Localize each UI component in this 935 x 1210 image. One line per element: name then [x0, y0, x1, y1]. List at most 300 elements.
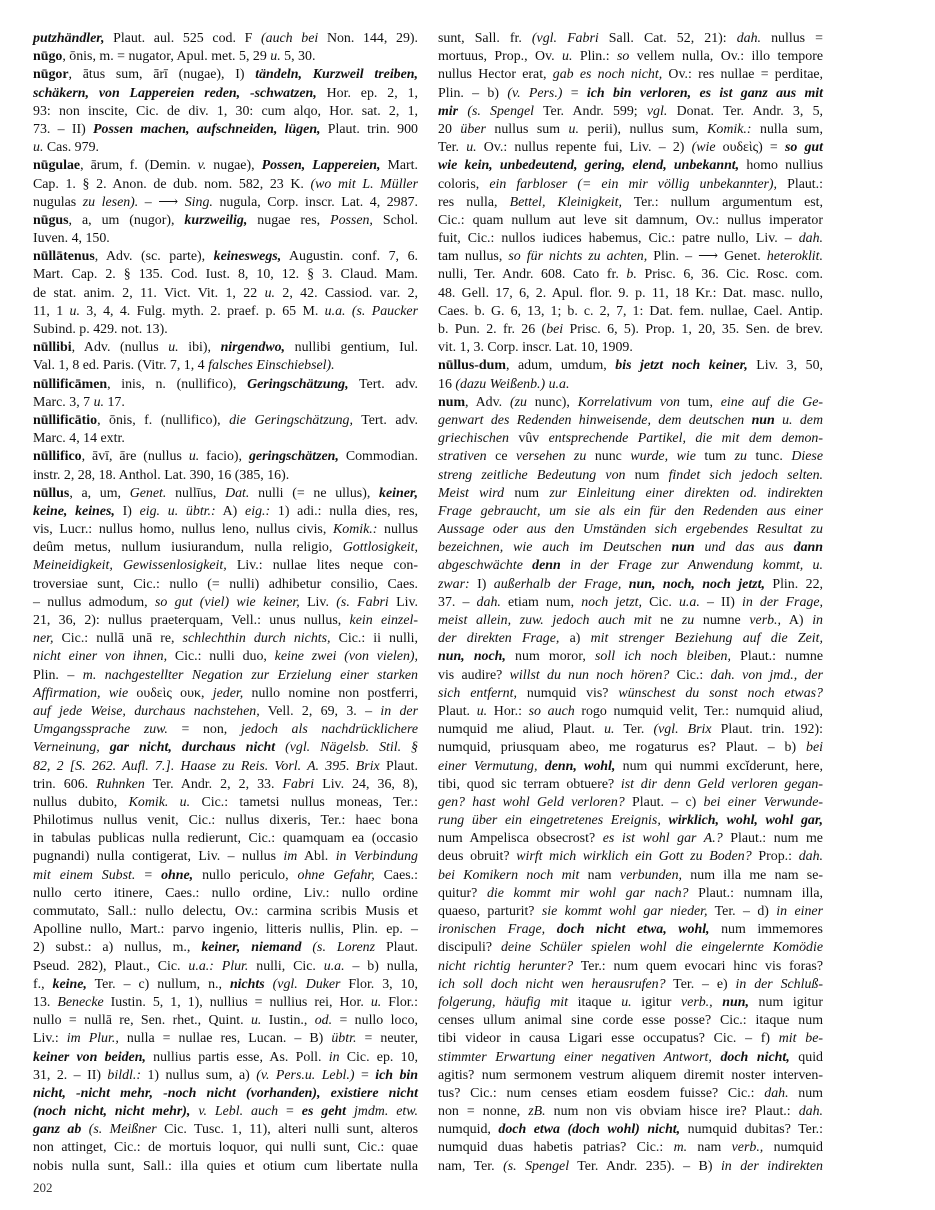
text-run: , Adv. (sc. parte), [94, 249, 214, 265]
text-run: (dazu Weißenb.) u.a. [455, 376, 570, 392]
text-run: Benecke [57, 994, 104, 1010]
text-run: geringschätzen, [248, 449, 339, 465]
text-run: pugnandi) nulla contigerat, Liv. – nullus [33, 849, 284, 865]
text-line [33, 739, 418, 757]
text-line [438, 685, 823, 703]
text-run: u. [476, 703, 488, 719]
text-run: strativen [438, 449, 487, 465]
text-run [523, 558, 532, 573]
text-run: f., [33, 976, 53, 992]
text-run: Plaut.: numnam illa, [688, 885, 824, 901]
text-run: Plaut. – c) [624, 794, 704, 810]
text-line [33, 412, 418, 430]
text-run: Marc. 4, 14 extr. [33, 431, 125, 447]
text-run: falsches Einschiebsel). [208, 358, 335, 374]
text-line [33, 721, 418, 739]
text-run [561, 558, 570, 573]
text-line [33, 1012, 418, 1030]
text-run: es geht [301, 1104, 346, 1120]
text-run: gar nicht, durchaus nicht [109, 740, 276, 756]
text-run: streng zeitliche Bedeutung von [438, 467, 626, 483]
text-run: v. [197, 158, 207, 174]
text-run: – b) nulla, [344, 958, 419, 974]
text-run: = nullo loco, [332, 1013, 418, 1029]
text-run: num non vis obviam hisce ire? Plaut.: [545, 1104, 799, 1120]
text-run: (v. Pers.u. Lebl.) [256, 1067, 355, 1083]
text-run: nullo periculo, [193, 867, 298, 883]
text-line [33, 467, 418, 485]
text-run: Plaut. [438, 703, 477, 719]
text-run: nulli, Ter. Andr. 608. Cato fr. [438, 267, 627, 283]
text-line [438, 285, 823, 303]
text-run: Ter. Andr. 235). – B) [569, 1158, 721, 1174]
text-run: nullus dubito, [33, 794, 129, 810]
text-run: commutato, Sall.: nullo delectu, Ov.: carmina scribis Musis et [33, 904, 418, 919]
text-line [438, 594, 823, 612]
text-run: Plaut.: [777, 176, 823, 192]
text-run: Commodian. [338, 449, 418, 465]
text-line [438, 467, 823, 485]
text-run: u. [69, 303, 80, 319]
text-run [265, 977, 273, 992]
text-run: gen? hast wohl Geld verloren? [438, 794, 625, 810]
text-run: perii), nullus sum, [578, 121, 708, 137]
text-run: vgl. [646, 103, 668, 119]
text-run: jedoch als nachdrücklichere [240, 722, 419, 738]
text-line [438, 412, 823, 430]
text-run: Umgangssprache zuw. [33, 722, 168, 738]
text-line [33, 830, 418, 848]
text-line [33, 176, 418, 194]
text-line [438, 66, 823, 84]
text-run: (vgl. Duker [272, 976, 341, 992]
text-line [33, 230, 418, 248]
text-run: Augustin. conf. 7, 6. [281, 249, 418, 265]
text-line [438, 667, 823, 685]
text-run [275, 740, 285, 755]
text-run: nam, Ter. [438, 1158, 504, 1174]
text-run: ουδεὶς ουκ, [128, 685, 213, 701]
text-run: (s. Fabri [336, 594, 389, 610]
text-run: I) [469, 576, 494, 592]
text-run: Liv.: [33, 1031, 67, 1047]
text-run: u. [250, 1013, 262, 1029]
text-run: (vgl. Nägelsb. Stil. § [285, 740, 418, 756]
text-line [33, 394, 418, 412]
text-run: , ātus sum, ārī (nugae), I) [68, 67, 256, 83]
text-run: nicht einer von ihnen, [33, 649, 168, 665]
text-run: 2) subst.: a) nullus, m., [33, 940, 202, 956]
text-line [438, 194, 823, 212]
text-run: ohne Gefahr, [297, 867, 375, 883]
text-line [33, 758, 418, 776]
text-run: tus? Cic.: num censes etiam eosdem fuisse? Cic.: [438, 1085, 765, 1101]
text-line [438, 539, 823, 557]
text-run: Plaut. [379, 758, 418, 774]
text-run: Tert. adv. [348, 376, 418, 392]
text-run: Donat. Ter. Andr. 3, 5, [667, 103, 823, 119]
text-run: Non. 144, 29). [318, 31, 418, 46]
text-run: Ruhnken [96, 776, 145, 792]
text-run: = [135, 867, 162, 883]
text-run: 1) adi.: nulla dies, res, [270, 503, 419, 519]
text-run: keine, [52, 976, 87, 992]
text-run: keiner von beiden, [33, 1049, 146, 1065]
text-run: num moror, [505, 649, 595, 665]
text-run: Liv. 3, 50, [747, 358, 823, 374]
text-line [438, 48, 823, 66]
text-line [438, 830, 823, 848]
text-run: putzhändler, [33, 31, 105, 46]
text-run: censes ullum animal sine corde esse posse? Cic.: itaque num [438, 1013, 823, 1029]
right-column [438, 30, 823, 1176]
text-run: dah. [476, 594, 501, 610]
text-run: I) [114, 503, 140, 519]
text-line [33, 430, 418, 448]
text-run [545, 922, 557, 937]
text-run: u. [562, 49, 573, 65]
text-run: Plaut. [374, 940, 418, 956]
text-run: , āvī, āre (nullus [81, 449, 189, 465]
text-run: (noch nicht, nicht mehr), [33, 1104, 191, 1120]
text-run: Cic.: nulli duo, [167, 649, 275, 665]
text-line [33, 339, 418, 357]
text-run: Abl. [297, 849, 336, 865]
text-line [438, 157, 823, 175]
text-run: Meineidigkeit, Gewissenlosigkeit, [33, 558, 227, 574]
text-line [438, 212, 823, 230]
text-run: bei [806, 740, 823, 756]
text-run: findet sich jedoch selten. [668, 467, 824, 483]
text-run: m. [673, 1140, 688, 1156]
text-run: nullus = [761, 31, 823, 46]
text-line [438, 503, 823, 521]
text-run: 3, 4, 4. Fulg. myth. 2. praef. p. 65 M. [79, 303, 325, 319]
text-line [33, 376, 418, 394]
text-run: numquid dubitas? Ter.: [680, 1122, 824, 1138]
text-run: wirft mich wirklich ein Gott zu Boden? [516, 849, 752, 865]
text-line [33, 248, 418, 266]
text-line [33, 448, 418, 466]
text-run: verb., [680, 994, 713, 1010]
text-line [33, 812, 418, 830]
text-run: Plaut. aul. 525 cod. F [104, 31, 261, 46]
text-run: in der Frage, [742, 594, 823, 610]
text-line [33, 303, 418, 321]
text-run: Korrelativum von [577, 394, 680, 410]
text-run: bei einer Verwunde- [703, 794, 823, 810]
text-run: verb., [749, 613, 781, 628]
text-run: Flor.: [381, 994, 418, 1010]
text-line [438, 521, 823, 539]
text-run: (s. Lorenz [312, 940, 375, 956]
text-run: doch etwa (doch wohl) nicht, [498, 1122, 681, 1138]
text-run: (wo mit L. Müller [310, 176, 418, 192]
left-column [33, 30, 418, 1176]
text-run: 17. [103, 394, 125, 410]
text-line [33, 939, 418, 957]
text-line [33, 794, 418, 812]
text-line [33, 30, 418, 48]
text-line [33, 485, 418, 503]
text-line [33, 1158, 418, 1176]
text-line [33, 648, 418, 666]
text-run: num [625, 467, 669, 483]
text-line [33, 357, 418, 375]
text-run: doch nicht etwa, wohl, [556, 922, 710, 938]
text-run: nūllus [33, 485, 70, 501]
text-run [744, 413, 751, 428]
text-run: u. [466, 140, 477, 156]
text-run: kurzweilig, [184, 212, 248, 228]
text-run: u.a. [323, 958, 345, 974]
text-run: u. [188, 449, 200, 465]
text-run: vûv [508, 431, 549, 447]
text-line [438, 1085, 823, 1103]
text-run: kein einzel- [349, 613, 418, 628]
text-run: Ter. – e) [665, 976, 736, 992]
text-run: tibi, quod sic terram obtuere? [438, 776, 621, 792]
text-run: = [354, 1067, 376, 1083]
text-line [438, 1139, 823, 1157]
text-run: coloris, [438, 176, 490, 192]
text-run: zu [681, 613, 695, 628]
text-run: denn [532, 558, 561, 574]
text-run [713, 995, 723, 1010]
text-run: Sall. Cat. 52, 21): [598, 31, 737, 46]
text-run: numquid vis? [516, 685, 619, 701]
text-run [784, 540, 794, 555]
text-run: 73. – II) [33, 121, 94, 137]
text-run: dah. [764, 1085, 789, 1101]
text-run: so gut [784, 140, 823, 156]
text-line [438, 576, 823, 594]
text-run: dah. [798, 1104, 823, 1120]
text-run: num [788, 1085, 823, 1101]
text-run: (vgl. Brix [653, 722, 712, 738]
text-run: tibi videor in causa Ligari esse occupatus? Cic. – f) [438, 1031, 779, 1047]
text-run: Liv. [388, 594, 418, 610]
text-run: Hor.: [487, 703, 529, 719]
text-run: tum, [679, 394, 721, 410]
text-run: a) [559, 631, 591, 647]
text-run: so gut (viel) wie keiner, [154, 594, 300, 610]
text-run: nugae res, [247, 212, 331, 228]
text-run: ne [651, 613, 682, 628]
text-run: num igitur [748, 994, 823, 1010]
text-line [438, 903, 823, 921]
text-line [33, 630, 418, 648]
text-run: rung über ein eingetretenes Ereignis, [438, 813, 661, 829]
text-line [33, 848, 418, 866]
text-line [33, 321, 418, 339]
text-line [33, 667, 418, 685]
text-line [33, 557, 418, 575]
text-run: die Geringschätzung, [229, 412, 353, 428]
text-run: zu [734, 449, 747, 465]
text-run: = [562, 85, 587, 101]
text-run: dah. [736, 31, 762, 46]
text-line [33, 103, 418, 121]
text-run: nūllificātio [33, 412, 98, 428]
text-run: u. [93, 394, 104, 410]
text-run: Genet. [129, 485, 167, 501]
text-run: Frage gebraucht, um sie als ein für den Redenden aus einer [438, 503, 823, 519]
text-run: so auch [528, 703, 575, 719]
text-run: (s. Meißner [88, 1122, 157, 1138]
text-line [438, 139, 823, 157]
text-run: 31, 2. – II) [33, 1067, 108, 1083]
text-line [33, 503, 418, 521]
text-run: noch jetzt, [581, 594, 642, 610]
text-run: Schol. [372, 212, 418, 228]
text-run: in der Frage zur Anwendung kommt, u. [570, 558, 823, 574]
text-run: Plaut.: numne [730, 649, 823, 665]
text-run: sie kommt wohl gar nieder, [541, 904, 708, 919]
text-line [33, 1085, 418, 1103]
text-line [438, 121, 823, 139]
text-run: nugae), [206, 158, 262, 174]
text-line [33, 776, 418, 794]
text-run: keine, keines, [33, 503, 115, 519]
text-run: Subind. p. 429. not. 13). [33, 322, 168, 337]
text-run [695, 540, 705, 555]
text-run: Iuven. 4, 150. [33, 231, 110, 247]
text-run: Cic.: nullā unā re, [53, 631, 183, 647]
text-run: 13. [33, 994, 58, 1010]
text-run: Ter.: num quem evocari hinc vis foras? [573, 958, 823, 974]
text-line [33, 48, 418, 66]
text-run: entsprechende Partikel, die mit dem demon- [548, 431, 824, 447]
text-run: Prop.: [751, 849, 799, 865]
text-run: 48. Gell. 17, 6, 2. Apul. flor. 9. p. 11, 18 Kr.: Dat. masc. nullo, [438, 285, 823, 301]
text-run: Prisc. 6, 36. Cic. Rosc. com. [636, 267, 824, 283]
text-line [438, 630, 823, 648]
text-run [458, 104, 467, 119]
text-run: Ter.: nullum argumentum est, [621, 194, 824, 210]
text-run: ich soll doch nicht wen herausrufen? [438, 976, 666, 992]
text-run: agitis? num sermonem vestrum aliquem diremit noster interven- [438, 1067, 823, 1083]
text-run: 11, 1 [33, 303, 70, 319]
text-run: so [617, 49, 630, 65]
text-run: Philotimus nullus venit, Cic.: nullus dixeris, Ter.: haec bona [33, 813, 418, 829]
text-run [662, 540, 672, 555]
text-run: Ter. Andr. 2, 2, 33. [144, 776, 283, 792]
text-line [33, 1121, 418, 1139]
text-run: nicht richtig herunter? [438, 958, 574, 974]
text-run: quitur? [438, 885, 487, 901]
text-line [438, 867, 823, 885]
text-run: 1) nullus sum, a) [141, 1067, 257, 1083]
text-run: Cic.: tametsi nullus moneas, Ter.: [190, 794, 418, 810]
text-line [33, 994, 418, 1012]
text-run: einer Vermutung, [438, 758, 538, 774]
text-run: Pseud. 282), Plaut., Cic. [33, 958, 189, 974]
text-run: u.a.: Plur. [188, 958, 249, 974]
text-run: nichts [229, 976, 265, 992]
text-run: tändeln, Kurzweil treiben, [255, 67, 418, 83]
text-line [438, 976, 823, 994]
text-run: u. dem [782, 412, 823, 428]
text-run: u. [370, 994, 382, 1010]
text-run: Flor. 3, 10, [340, 976, 418, 992]
text-run [537, 759, 544, 774]
text-run: Caes.: [374, 867, 419, 883]
text-line [438, 376, 823, 394]
text-line [33, 576, 418, 594]
text-run: nun [671, 540, 695, 556]
text-run: nullus sum [485, 121, 569, 137]
text-run: num [438, 394, 466, 410]
text-line [438, 1158, 823, 1176]
text-run: Plin. – b) [438, 85, 508, 101]
text-run: Plaut. trin. 192): [711, 722, 823, 738]
text-run: dah. [798, 849, 823, 865]
text-run: – II) [699, 594, 742, 610]
text-line [33, 212, 418, 230]
text-run: gab es noch nicht, [552, 67, 663, 83]
text-run: Ter. Andr. 599; [534, 103, 647, 119]
text-run: num [504, 485, 550, 501]
text-run: Marc. 3, 7 [33, 394, 94, 410]
text-line [438, 921, 823, 939]
text-line [438, 103, 823, 121]
text-run: im Plur., [66, 1031, 119, 1047]
text-run: (vgl. Fabri [531, 31, 599, 46]
text-run: ce [486, 449, 517, 465]
text-run: nūgor [33, 67, 69, 83]
text-run: Aussage oder aus den Umständen sich ergebendes Resultat zu [438, 522, 823, 538]
text-run: sunt, Sall. fr. [438, 31, 532, 46]
text-line [438, 739, 823, 757]
text-line [438, 758, 823, 776]
text-run: Komik.: [332, 522, 378, 538]
text-run: nulli (= ne ullus), [249, 485, 379, 501]
text-run: sich entfernt, [438, 685, 517, 701]
page-number: 202 [33, 1180, 53, 1195]
text-line [438, 1012, 823, 1030]
text-run: , adum, umdum, [505, 358, 616, 374]
text-run: homo nullius [739, 158, 823, 174]
text-run: keine zwei (von vielen), [274, 649, 418, 665]
text-run: numquid, [438, 1122, 499, 1138]
text-run: Liv. 24, 36, 8), [314, 776, 418, 792]
text-run: ουδεὶς) = [715, 140, 785, 156]
text-run: b. Pun. 2. fr. 26 ( [438, 322, 547, 337]
text-run: in der Schluß- [735, 976, 824, 992]
text-run: num Ampelisca obsecrost? [438, 831, 603, 847]
text-run: Cic.: ii nulli, [330, 631, 418, 647]
text-line [438, 721, 823, 739]
text-run: deûm metus, nullum iusiurandum, nulla religio, [33, 540, 343, 556]
text-run: keiner, [379, 485, 418, 501]
text-run: Ter. – d) [707, 904, 777, 919]
text-run: , a, um (nugor), [68, 212, 185, 228]
text-run: Apolline nullo, Mart.: parvo ingenio, litteris nullis, Plin. ep. – [33, 922, 418, 938]
text-line [438, 885, 823, 903]
text-run: in einer [776, 904, 823, 919]
text-run: v. Lebl. auch [198, 1104, 279, 1120]
text-run: dah. von jmd., der [710, 667, 823, 683]
text-run: bei [546, 322, 564, 337]
text-line [33, 703, 418, 721]
text-run: b. [626, 267, 637, 283]
text-run: igitur [631, 994, 681, 1010]
text-run: vellem nulla, Ov.: illo tempore [629, 49, 823, 65]
text-run: Ter. [438, 140, 467, 156]
text-run: wünschest du sonst noch etwas? [618, 685, 823, 701]
text-run: 82, 2 [S. 262. Aufl. 7.]. Haase zu Reis. Vorl. A. 395. Brix [33, 758, 380, 774]
